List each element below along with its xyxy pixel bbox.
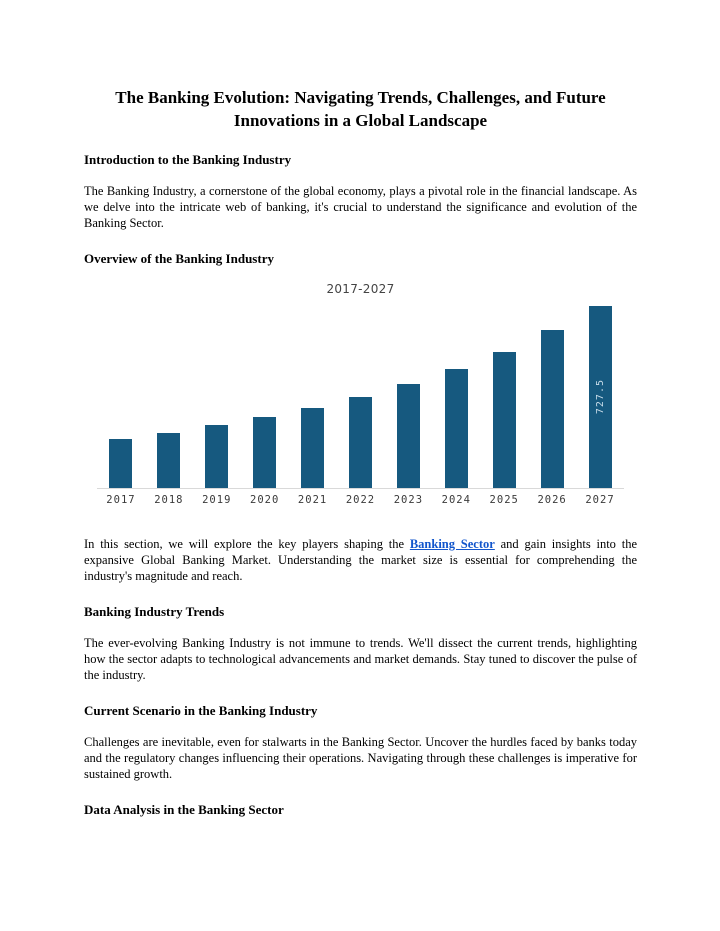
x-tick-label: 2020 <box>250 494 280 506</box>
heading-introduction: Introduction to the Banking Industry <box>84 152 292 167</box>
x-tick-label: 2022 <box>345 494 376 506</box>
x-tick-label: 2018 <box>154 494 184 506</box>
bar-2026 <box>541 330 564 488</box>
paragraph-market-after: and gain insights into the expansive Global Banking Market. Understanding the market size is essential for comprehending the industry's magnitude and reach. <box>84 537 637 583</box>
x-tick-label: 2021 <box>297 494 328 506</box>
chart-plot-area <box>97 305 624 489</box>
bar-slot <box>384 305 432 488</box>
document-title: The Banking Evolution: Navigating Trends, Challenges, and Future Innovations in a Global Landscape <box>115 88 606 130</box>
heading-data-analysis: Data Analysis in the Banking Sector <box>84 802 284 817</box>
bar-2023 <box>397 384 420 488</box>
bar-value-label: 727.5 <box>594 379 606 415</box>
bar-slot <box>480 305 528 488</box>
bar-2024 <box>445 369 468 488</box>
bar-2019 <box>205 425 228 488</box>
bar-2018 <box>157 433 180 488</box>
x-tick-label: 2025 <box>489 494 519 506</box>
bar-slot <box>241 305 289 488</box>
bar-2027 <box>589 306 612 488</box>
banking-sector-link[interactable]: Banking Sector <box>409 537 495 551</box>
bar-slot <box>432 305 480 488</box>
x-tick-label: 2017 <box>106 494 136 506</box>
bar-slot <box>289 305 337 488</box>
paragraph-market-before: In this section, we will explore the key players shaping the <box>84 537 410 551</box>
chart-title: 2017-2027 <box>326 282 395 296</box>
chart-x-axis-labels <box>97 494 624 506</box>
heading-overview: Overview of the Banking Industry <box>84 251 274 266</box>
bar-slot <box>193 305 241 488</box>
bar-2020 <box>253 417 276 488</box>
heading-trends: Banking Industry Trends <box>84 604 225 619</box>
x-tick-label: 2024 <box>441 494 471 506</box>
bar-2025 <box>493 352 516 488</box>
paragraph-trends: The ever-evolving Banking Industry is not immune to trends. We'll dissect the current trends, highlighting how the sector adapts to technological advancements and market demands. Stay tuned to discover the pulse of the industry. <box>84 636 637 682</box>
paragraph-market <box>84 536 637 584</box>
heading-current-scenario: Current Scenario in the Banking Industry <box>84 703 318 718</box>
bar-slot <box>576 305 624 488</box>
bar-slot <box>528 305 576 488</box>
x-tick-label: 2023 <box>393 494 424 506</box>
bar-2021 <box>301 408 324 488</box>
x-tick-label: 2019 <box>202 494 232 506</box>
bar-2017 <box>109 439 132 488</box>
bar-slot <box>145 305 193 488</box>
bar-slot <box>97 305 145 488</box>
x-tick-label: 2027 <box>585 494 615 506</box>
bar-2022 <box>349 397 372 488</box>
bar-slot <box>337 305 385 488</box>
paragraph-introduction: The Banking Industry, a cornerstone of the global economy, plays a pivotal role in the financial landscape. As we delve into the intricate web of banking, it's crucial to understand the significance and evolution of the Banking Sector. <box>84 184 637 230</box>
bar-chart <box>97 282 624 506</box>
x-tick-label: 2026 <box>537 494 567 506</box>
paragraph-current-scenario: Challenges are inevitable, even for stalwarts in the Banking Sector. Uncover the hurdles faced by banks today and the regulatory changes influencing their operations. Navigating through these challenges is imperative for sustained growth. <box>84 735 637 781</box>
